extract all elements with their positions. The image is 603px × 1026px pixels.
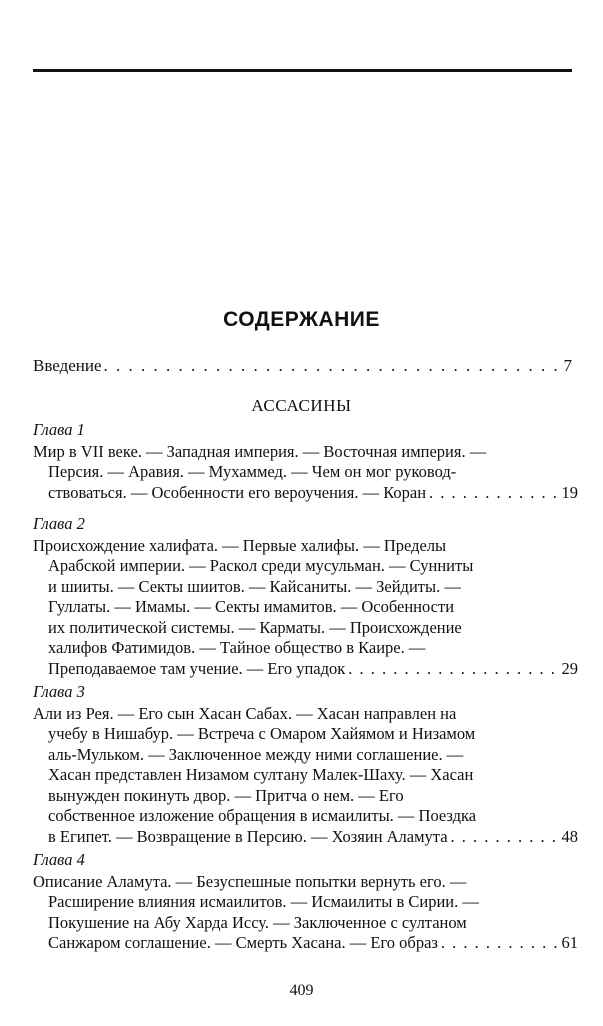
toc-entry-intro[interactable] bbox=[33, 355, 572, 376]
chapter-summary-line: Мир в VII веке. — Западная империя. — Восточная империя. — bbox=[33, 441, 487, 461]
toc-chapter-4[interactable] bbox=[33, 850, 578, 954]
chapter-summary-line: учебу в Нишабур. — Встреча с Омаром Хайямом и Низамом bbox=[48, 724, 476, 743]
toc-page-number: 29 bbox=[561, 658, 578, 678]
chapter-summary-line bbox=[33, 933, 578, 954]
chapter-summary-line: Персия. — Аравия. — Мухаммед. — Чем он мог руковод- bbox=[48, 462, 457, 481]
header-rule bbox=[33, 69, 572, 72]
dot-leader bbox=[451, 827, 559, 848]
toc-page-number: 48 bbox=[561, 826, 578, 846]
chapter-summary-line: Хасан представлен Низамом султану Малек-Шаху. — Хасан bbox=[48, 765, 474, 784]
chapter-summary-text: Санжаром соглашение. — Смерть Хасана. — Его образ bbox=[48, 933, 438, 952]
chapter-summary-text: Преподаваемое там учение. — Его упадок bbox=[48, 658, 346, 678]
toc-chapter-1[interactable] bbox=[33, 420, 578, 503]
toc-entry-label: Введение bbox=[33, 356, 102, 375]
chapter-label: Глава 4 bbox=[33, 850, 85, 869]
chapter-summary-line: Описание Аламута. — Безуспешные попытки вернуть его. — bbox=[33, 871, 467, 891]
chapter-summary-line: их политической системы. — Карматы. — Происхождение bbox=[48, 617, 462, 637]
toc-chapter-2[interactable] bbox=[33, 514, 578, 679]
chapter-summary-text: в Египет. — Возвращение в Персию. — Хозяин Аламута bbox=[48, 826, 448, 846]
toc-page-number: 61 bbox=[561, 933, 578, 952]
chapter-summary-line: Арабской империи. — Раскол среди мусульман. — Сунниты bbox=[48, 556, 474, 575]
chapter-summary-line: Расширение влияния исмаилитов. — Исмаилиты в Сирии. — bbox=[48, 892, 479, 911]
chapter-summary-line: и шииты. — Секты шиитов. — Кайсаниты. — Зейдиты. — bbox=[48, 576, 461, 596]
chapter-summary-line: вынужден покинуть двор. — Притча о нем. — Его bbox=[48, 785, 404, 805]
chapter-summary-line: халифов Фатимидов. — Тайное общество в Каире. — bbox=[48, 638, 426, 657]
chapter-label: Глава 3 bbox=[33, 682, 85, 701]
page-number: 409 bbox=[289, 982, 314, 999]
chapter-summary-line bbox=[33, 659, 578, 680]
chapter-summary-line: аль-Мульком. — Заключенное между ними соглашение. — bbox=[48, 744, 464, 764]
chapter-summary-text: ствоваться. — Особенности его вероучения. — Коран bbox=[48, 482, 427, 502]
toc-page-number: 19 bbox=[561, 482, 578, 502]
chapter-summary-line: собственное изложение обращения в исмаилиты. — Поездка bbox=[48, 806, 477, 825]
section-title: АССАСИНЫ bbox=[251, 396, 352, 415]
toc-page-number: 7 bbox=[563, 356, 572, 375]
chapter-summary-line bbox=[33, 827, 578, 848]
contents-heading: СОДЕРЖАНИЕ bbox=[223, 308, 380, 331]
dot-leader bbox=[441, 933, 559, 954]
toc-chapter-3[interactable] bbox=[33, 682, 578, 847]
chapter-summary-line: Гуллаты. — Имамы. — Секты имамитов. — Особенности bbox=[48, 597, 455, 616]
chapter-summary-line: Али из Рея. — Его сын Хасан Сабах. — Хасан направлен на bbox=[33, 703, 457, 723]
dot-leader bbox=[104, 355, 562, 376]
chapter-label: Глава 1 bbox=[33, 420, 85, 439]
dot-leader bbox=[429, 483, 558, 504]
chapter-label: Глава 2 bbox=[33, 514, 85, 533]
chapter-summary-line bbox=[33, 483, 578, 504]
dot-leader bbox=[348, 659, 558, 680]
chapter-summary-line: Покушение на Абу Харда Иссу. — Заключенное с султаном bbox=[48, 912, 467, 932]
chapter-summary-line: Происхождение халифата. — Первые халифы. — Пределы bbox=[33, 535, 447, 555]
